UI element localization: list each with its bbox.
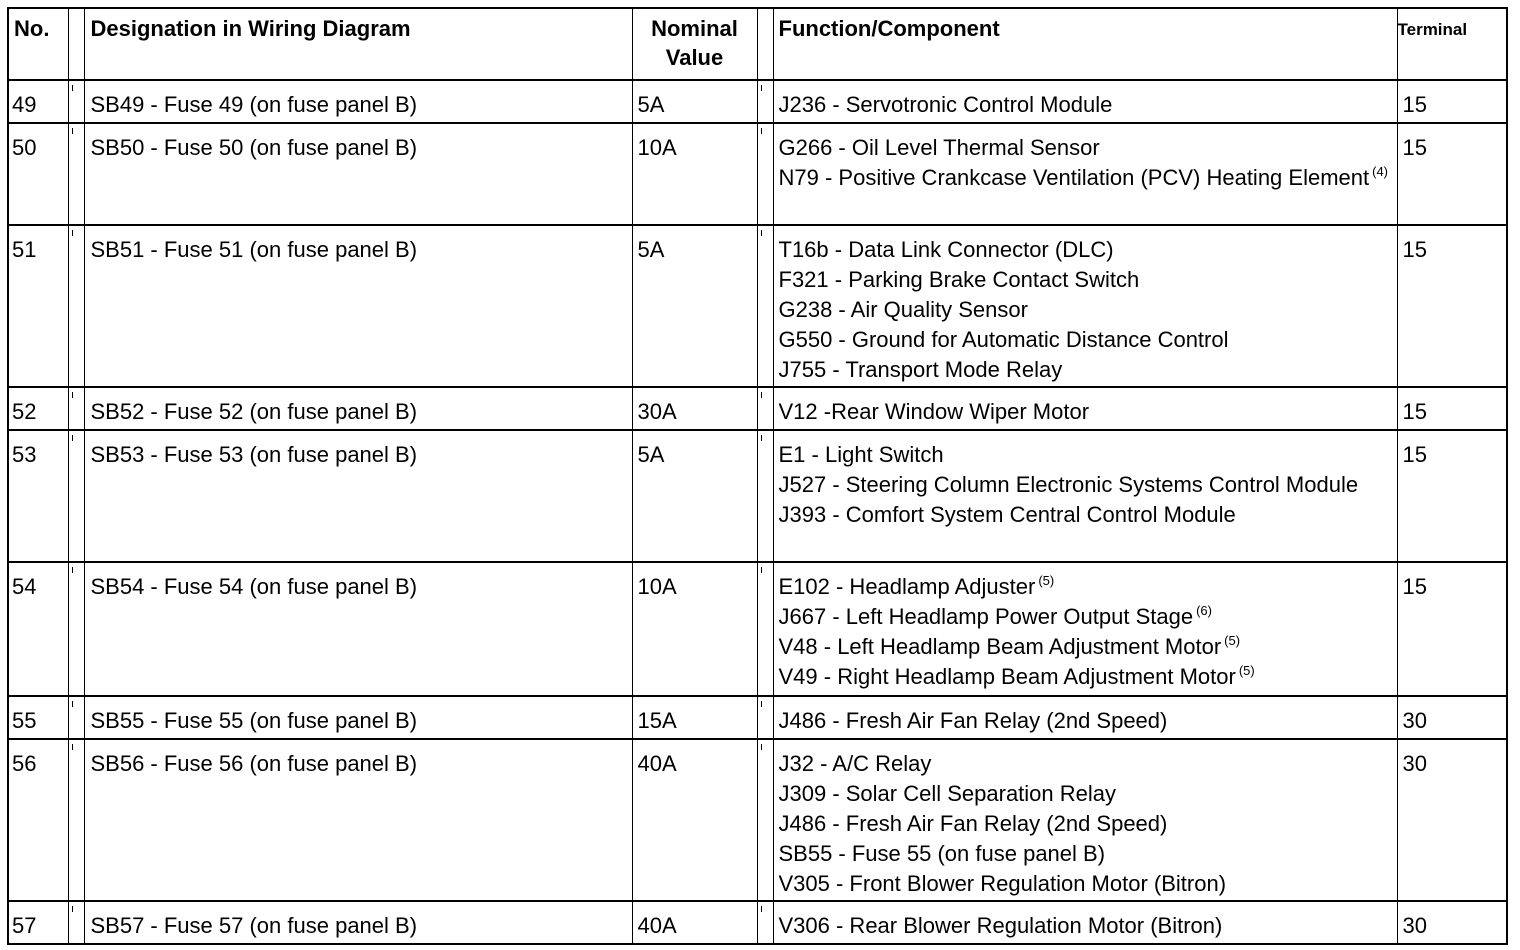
function-cell [773,225,1397,387]
terminal-number: 30 [1397,696,1507,739]
function-text: SB55 - Fuse 55 (on fuse panel B) [778,841,1106,866]
row-spacer [757,80,773,123]
function-item [779,706,1397,736]
function-item [779,602,1397,632]
header-spacer [68,8,84,80]
tick-mark [761,744,762,750]
tick-mark [72,744,73,750]
function-text: G266 - Oil Level Thermal Sensor [778,135,1100,160]
fuse-number: 57 [8,901,68,944]
tick-mark [761,435,762,441]
table-row [8,123,1507,225]
row-spacer [757,696,773,739]
terminal-number: 30 [1397,739,1507,901]
fuse-designation: SB54 - Fuse 54 (on fuse panel B) [84,562,632,696]
tick-mark [761,906,762,912]
terminal-number: 15 [1397,387,1507,430]
function-item [779,470,1397,500]
row-spacer [757,387,773,430]
row-spacer [757,123,773,225]
tick-mark [72,906,73,912]
row-spacer [68,225,84,387]
header-designation: Designation in Wiring Diagram [84,8,632,80]
header-terminal: Terminal [1397,8,1507,80]
function-item [779,572,1397,602]
function-text: J309 - Solar Cell Separation Relay [778,781,1117,806]
row-spacer [757,739,773,901]
tick-mark [72,392,73,398]
function-text: J667 - Left Headlamp Power Output Stage [778,604,1194,629]
terminal-number: 15 [1397,80,1507,123]
table-body [8,80,1507,944]
function-item [779,632,1397,662]
fuse-nominal-value: 10A [632,562,757,696]
fuse-designation: SB55 - Fuse 55 (on fuse panel B) [84,696,632,739]
function-item [779,839,1397,869]
terminal-number: 15 [1397,562,1507,696]
function-item [779,265,1397,295]
tick-mark [72,85,73,91]
function-item [779,325,1397,355]
function-text: G238 - Air Quality Sensor [778,297,1028,322]
table-row [8,696,1507,739]
fuse-number: 55 [8,696,68,739]
function-text: J527 - Steering Column Electronic Systems Control Module [778,472,1359,497]
function-item [779,662,1397,692]
fuse-nominal-value: 5A [632,430,757,562]
fuse-designation: SB52 - Fuse 52 (on fuse panel B) [84,387,632,430]
header-nominal-value: Nominal Value [632,8,757,80]
function-text: V306 - Rear Blower Regulation Motor (Bitron) [778,913,1223,938]
function-cell [773,901,1397,944]
function-text: J236 - Servotronic Control Module [778,92,1113,117]
function-item [779,133,1397,163]
row-spacer [68,562,84,696]
tick-mark [72,230,73,236]
function-item [779,163,1397,193]
header-spacer [757,8,773,80]
table-row [8,430,1507,562]
tick-mark [72,435,73,441]
row-spacer [68,739,84,901]
footnote-ref: (5) [1038,573,1055,588]
function-text: J32 - A/C Relay [778,751,932,776]
function-cell [773,387,1397,430]
fuse-number: 56 [8,739,68,901]
table-header-row [8,8,1507,80]
function-cell [773,739,1397,901]
function-item [779,355,1397,385]
terminal-number: 15 [1397,430,1507,562]
row-spacer [757,562,773,696]
footnote-ref: (4) [1372,164,1388,179]
fuse-nominal-value: 40A [632,901,757,944]
function-cell [773,696,1397,739]
fuse-nominal-value: 10A [632,123,757,225]
function-text: J486 - Fresh Air Fan Relay (2nd Speed) [778,811,1168,836]
tick-mark [761,567,762,573]
table-row [8,562,1507,696]
header-function: Function/Component [773,8,1397,80]
fuse-designation: SB49 - Fuse 49 (on fuse panel B) [84,80,632,123]
table-row [8,80,1507,123]
function-item [779,911,1397,941]
table-row [8,739,1507,901]
function-item [779,90,1397,120]
function-text: J755 - Transport Mode Relay [778,357,1063,382]
tick-mark [761,392,762,398]
function-item [779,397,1397,427]
function-item [779,500,1397,530]
tick-mark [761,701,762,707]
function-cell [773,80,1397,123]
fuse-nominal-value: 5A [632,225,757,387]
function-text: T16b - Data Link Connector (DLC) [778,237,1114,262]
tick-mark [761,230,762,236]
fuse-designation: SB51 - Fuse 51 (on fuse panel B) [84,225,632,387]
fuse-nominal-value: 40A [632,739,757,901]
function-text: V12 -Rear Window Wiper Motor [778,399,1090,424]
function-text: N79 - Positive Crankcase Ventilation (PCV) Heating Element [778,165,1370,190]
function-text: V48 - Left Headlamp Beam Adjustment Motor [778,634,1222,659]
header-no: No. [8,8,68,80]
function-text: V305 - Front Blower Regulation Motor (Bitron) [778,871,1227,896]
function-text: V49 - Right Headlamp Beam Adjustment Motor [778,664,1236,689]
row-spacer [757,430,773,562]
fuse-table [7,7,1508,945]
terminal-number: 15 [1397,225,1507,387]
function-text: E102 - Headlamp Adjuster [778,574,1036,599]
row-spacer [757,225,773,387]
row-spacer [68,387,84,430]
fuse-number: 53 [8,430,68,562]
table-row [8,901,1507,944]
function-item [779,749,1397,779]
function-text: F321 - Parking Brake Contact Switch [778,267,1140,292]
footnote-ref: (5) [1224,633,1241,648]
row-spacer [68,696,84,739]
function-item [779,779,1397,809]
footnote-ref: (6) [1196,603,1212,618]
row-spacer [68,80,84,123]
tick-mark [72,128,73,134]
function-item [779,869,1397,899]
tick-mark [761,85,762,91]
row-spacer [68,123,84,225]
function-cell [773,562,1397,696]
table-row [8,225,1507,387]
tick-mark [72,701,73,707]
function-item [779,295,1397,325]
function-text: J486 - Fresh Air Fan Relay (2nd Speed) [778,708,1168,733]
tick-mark [761,128,762,134]
fuse-number: 49 [8,80,68,123]
function-cell [773,123,1397,225]
function-text: J393 - Comfort System Central Control Module [778,502,1236,527]
function-text: G550 - Ground for Automatic Distance Control [778,327,1229,352]
tick-mark [72,567,73,573]
fuse-number: 54 [8,562,68,696]
fuse-designation: SB56 - Fuse 56 (on fuse panel B) [84,739,632,901]
function-item [779,809,1397,839]
table-row [8,387,1507,430]
row-spacer [68,430,84,562]
function-item [779,235,1397,265]
fuse-designation: SB50 - Fuse 50 (on fuse panel B) [84,123,632,225]
fuse-nominal-value: 30A [632,387,757,430]
fuse-nominal-value: 15A [632,696,757,739]
row-spacer [68,901,84,944]
function-text: E1 - Light Switch [778,442,944,467]
fuse-designation: SB57 - Fuse 57 (on fuse panel B) [84,901,632,944]
function-cell [773,430,1397,562]
fuse-number: 52 [8,387,68,430]
fuse-number: 51 [8,225,68,387]
fuse-nominal-value: 5A [632,80,757,123]
fuse-designation: SB53 - Fuse 53 (on fuse panel B) [84,430,632,562]
terminal-number: 30 [1397,901,1507,944]
row-spacer [757,901,773,944]
function-item [779,440,1397,470]
fuse-number: 50 [8,123,68,225]
terminal-number: 15 [1397,123,1507,225]
footnote-ref: (5) [1238,663,1255,678]
